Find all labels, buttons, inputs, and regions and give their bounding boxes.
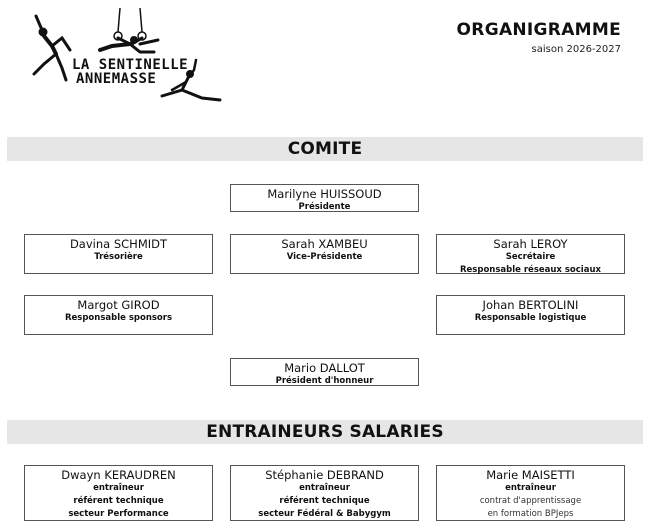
card-name: Sarah XAMBEU	[281, 237, 368, 251]
card-name: Sarah LEROY	[493, 237, 568, 251]
card-line-3: secteur Performance	[68, 509, 169, 519]
card-role-2: Responsable réseaux sociaux	[460, 265, 601, 275]
card-secretaire	[436, 234, 625, 274]
card-president-honneur	[230, 358, 419, 386]
section-entraineurs-header: ENTRAINEURS SALARIES	[7, 420, 643, 444]
card-logistique	[436, 295, 625, 335]
card-line-2: référent technique	[73, 496, 164, 506]
card-line-1: entraîneur	[299, 483, 350, 493]
card-role: Responsable logistique	[474, 313, 587, 323]
card-name: Marie MAISETTI	[486, 468, 575, 482]
card-role: Trésorière	[94, 252, 143, 262]
card-tresorier	[24, 234, 213, 274]
card-role: Responsable sponsors	[64, 313, 173, 323]
card-name: Dwayn KERAUDREN	[61, 468, 176, 482]
card-entraineur-2	[230, 465, 419, 521]
card-name: Margot GIROD	[77, 298, 160, 312]
card-line-1: entraîneur	[93, 483, 144, 493]
card-vice-president	[230, 234, 419, 274]
card-president	[230, 184, 419, 212]
card-line-3: secteur Fédéral & Babygym	[258, 509, 391, 519]
card-name: Stéphanie DEBRAND	[265, 468, 384, 482]
season-label: saison 2026-2027	[531, 44, 621, 55]
page-title: ORGANIGRAMME	[456, 20, 621, 40]
card-role: Secrétaire	[505, 252, 556, 262]
card-name: Johan BERTOLINI	[482, 298, 579, 312]
card-role: Président d'honneur	[275, 376, 374, 386]
section-comite-header: COMITE	[7, 137, 643, 161]
card-name: Davina SCHMIDT	[69, 237, 168, 251]
card-entraineur-1	[24, 465, 213, 521]
club-logo	[22, 8, 232, 108]
logo-line2: ANNEMASSE	[76, 71, 157, 87]
card-sponsors	[24, 295, 213, 335]
card-name: Marilyne HUISSOUD	[267, 187, 382, 201]
card-entraineur-3	[436, 465, 625, 521]
card-line-3: en formation BPJeps	[487, 509, 574, 519]
card-line-1: entraîneur	[505, 483, 556, 493]
card-role: Vice-Présidente	[286, 252, 363, 262]
card-role: Présidente	[298, 202, 351, 212]
card-line-2: référent technique	[279, 496, 370, 506]
logo-line1: LA SENTINELLE	[72, 57, 189, 73]
card-name: Mario DALLOT	[284, 361, 365, 375]
card-line-2: contrat d'apprentissage	[479, 496, 582, 506]
